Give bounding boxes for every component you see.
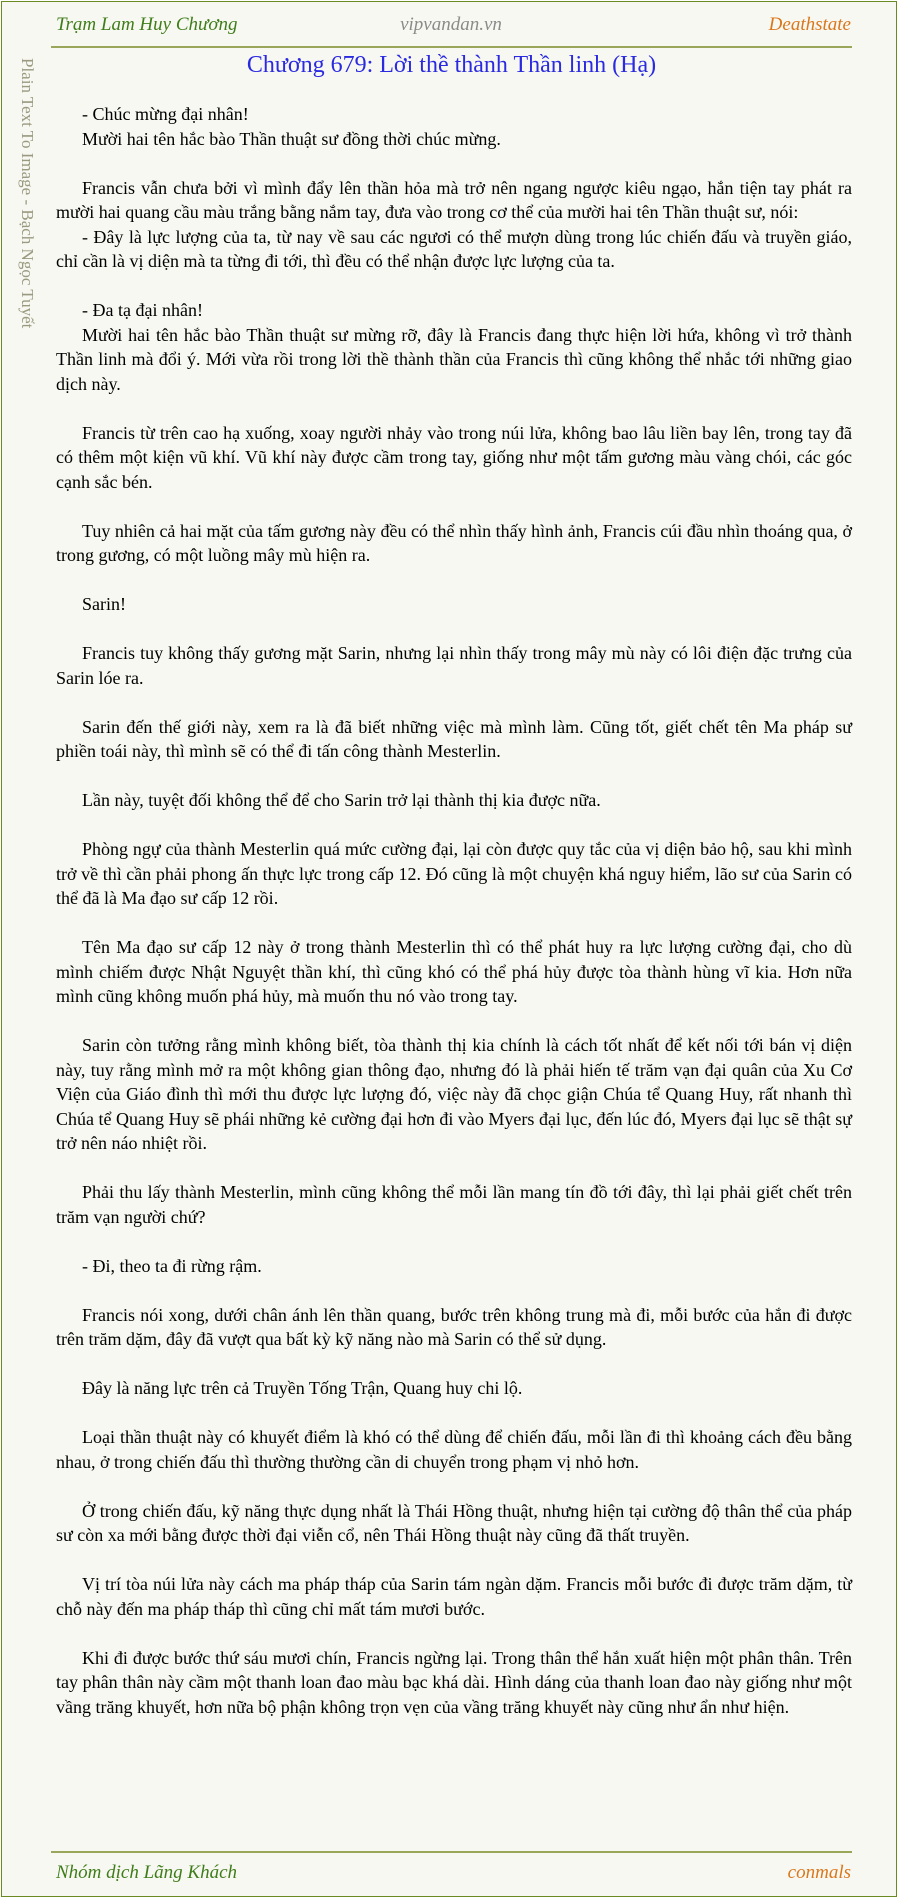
footer-divider — [51, 1851, 852, 1853]
header-divider — [51, 46, 852, 48]
paragraph: Khi đi được bước thứ sáu mươi chín, Francis ngừng lại. Trong thân thể hắn xuất hiện một phân thân. Trên tay phân thân này cầm một thanh loan đao màu bạc khá dài. Hình dáng của thanh loan đao này giống như một vầng trăng khuyết, hơn nữa bộ phận không trọn vẹn của vầng trăng khuyết này cũng như ẩn như hiện. — [56, 1647, 852, 1717]
footer-translator: Nhóm dịch Lãng Khách — [56, 1862, 238, 1883]
side-watermark-text: Plain Text To Image - Bạch Ngọc Tuyết — [18, 58, 37, 329]
paragraph: Vị trí tòa núi lửa này cách ma pháp tháp của Sarin tám ngàn dặm. Francis mỗi bước đi được trăm dặm, từ chỗ này đến ma pháp tháp thì cũng chỉ mất tám mươi bước. — [56, 1574, 852, 1619]
page-frame — [1, 1, 897, 1897]
paragraph: Francis từ trên cao hạ xuống, xoay người nhảy vào trong núi lửa, không bao lâu liền bay lên, trong tay đã có thêm một kiện vũ khí. Vũ khí này được cầm trong tay, giống như một tấm gương màu vàng chói, các góc cạnh sắc bén. — [56, 422, 852, 492]
paragraph: - Chúc mừng đại nhân! — [82, 104, 249, 124]
paragraph: Ở trong chiến đấu, kỹ năng thực dụng nhất là Thái Hồng thuật, nhưng hiện tại cường độ thân thể của pháp sư còn xa mới bằng được thời đại viễn cổ, nên Thái Hồng thuật này cũng đã thất truyền. — [56, 1500, 852, 1545]
paragraph: Francis vẫn chưa bởi vì mình đẩy lên thần hỏa mà trở nên ngang ngược kiêu ngạo, hắn tiện tay phát ra mười hai quang cầu màu trắng bằng nắm tay, đưa vào trong cơ thể của mười hai tên Thần thuật sư, nói: — [56, 177, 852, 222]
footer-editor: conmals — [787, 1862, 851, 1883]
paragraph: Đây là năng lực trên cả Truyền Tống Trận, Quang huy chi lộ. — [82, 1378, 523, 1398]
paragraph: Sarin còn tưởng rằng mình không biết, tòa thành thị kia chính là cách tốt nhất để kết nối tới bán vị diện này, tuy rằng mình mở ra một không gian thông đạo, nhưng đó là phải hiến tế trăm vạn đại quân của Xu Cơ Viện của Giáo đình thì mới thu được lực lượng đó, việc này đã chọc giận Chúa tể Quang Huy, rất nhanh thì Chúa tể Quang Huy sẽ phái những kẻ cường đại hơn đi vào Myers đại lục, đến lúc đó, Myers đại lục sẽ thật sự trở nên náo nhiệt rồi. — [56, 1035, 852, 1153]
paragraph: Francis tuy không thấy gương mặt Sarin, nhưng lại nhìn thấy trong mây mù này có lôi điện đặc trưng của Sarin lóe ra. — [56, 643, 852, 688]
header-book-title: Trạm Lam Huy Chương — [56, 14, 238, 35]
paragraph: - Đi, theo ta đi rừng rậm. — [82, 1255, 262, 1276]
paragraph: - Đây là lực lượng của ta, từ nay về sau các ngươi có thể mượn dùng trong lúc chiến đấu và truyền giáo, chỉ cần là vị diện mà ta từng đi tới, thì đều có thể nhận được lực lượng của ta. — [56, 226, 852, 271]
page-header — [51, 14, 851, 40]
paragraph: Tên Ma đạo sư cấp 12 này ở trong thành Mesterlin thì có thể phát huy ra lực lượng cường đại, cho dù mình chiếm được Nhật Nguyệt thần khí, thì cũng khó có thể phá hủy được tòa thành hùng vĩ kia. Hơn nữa mình cũng không muốn phá hủy, mà muốn thu nó vào trong tay. — [56, 937, 852, 1006]
paragraph: Sarin đến thế giới này, xem ra là đã biết những việc mà mình làm. Cũng tốt, giết chết tên Ma pháp sư phiền toái này, thì mình sẽ có thể đi tấn công thành Mesterlin. — [56, 716, 852, 761]
paragraph: - Đa tạ đại nhân! — [82, 300, 203, 320]
paragraph: Loại thần thuật này có khuyết điểm là khó có thể dùng để chiến đấu, mỗi lần đi thì khoảng cách đều bằng nhau, ở trong chiến đấu thì thường thường cần di chuyển trong phạm vị nhỏ hơn. — [56, 1427, 852, 1472]
chapter-body — [56, 102, 852, 1744]
paragraph: Francis nói xong, dưới chân ánh lên thần quang, bước trên không trung mà đi, mỗi bước của hắn đi được trên trăm dặm, đây đã vượt qua bất kỳ kỹ năng nào mà Sarin có thể sử dụng. — [56, 1304, 852, 1349]
paragraph: Tuy nhiên cả hai mặt của tấm gương này đều có thể nhìn thấy hình ảnh, Francis cúi đầu nhìn thoáng qua, ở trong gương, có một luồng mây mù hiện ra. — [56, 520, 852, 565]
paragraph: Phòng ngự của thành Mesterlin quá mức cường đại, lại còn được quy tắc của vị diện bảo hộ, sau khi mình trở về thì cần phải phong ấn thực lực trong cấp 12. Đó cũng là một chuyện khá nguy hiểm, lão sư của Sarin có thể đã là Ma đạo sư cấp 12 rồi. — [56, 839, 852, 908]
page-footer — [51, 1862, 851, 1888]
paragraph: Sarin! — [82, 594, 126, 614]
paragraph: Lần này, tuyệt đối không thể để cho Sarin trở lại thành thị kia được nữa. — [82, 790, 601, 810]
paragraph: Mười hai tên hắc bào Thần thuật sư mừng rỡ, đây là Francis đang thực hiện lời hứa, không vì trở thành Thần linh mà đổi ý. Mới vừa rồi trong lời thề thành thần của Francis thì cũng không thể nhắc tới những giao dịch này. — [56, 324, 852, 394]
paragraph: Mười hai tên hắc bào Thần thuật sư đồng thời chúc mừng. — [82, 128, 501, 149]
chapter-title: Chương 679: Lời thề thành Thần linh (Hạ) — [246, 52, 657, 78]
header-site: vipvandan.vn — [400, 14, 502, 35]
paragraph: Phải thu lấy thành Mesterlin, mình cũng không thể mỗi lần mang tín đồ tới đây, thì lại phải giết chết trên trăm vạn người chứ? — [56, 1182, 852, 1227]
header-author: Deathstate — [768, 14, 851, 35]
